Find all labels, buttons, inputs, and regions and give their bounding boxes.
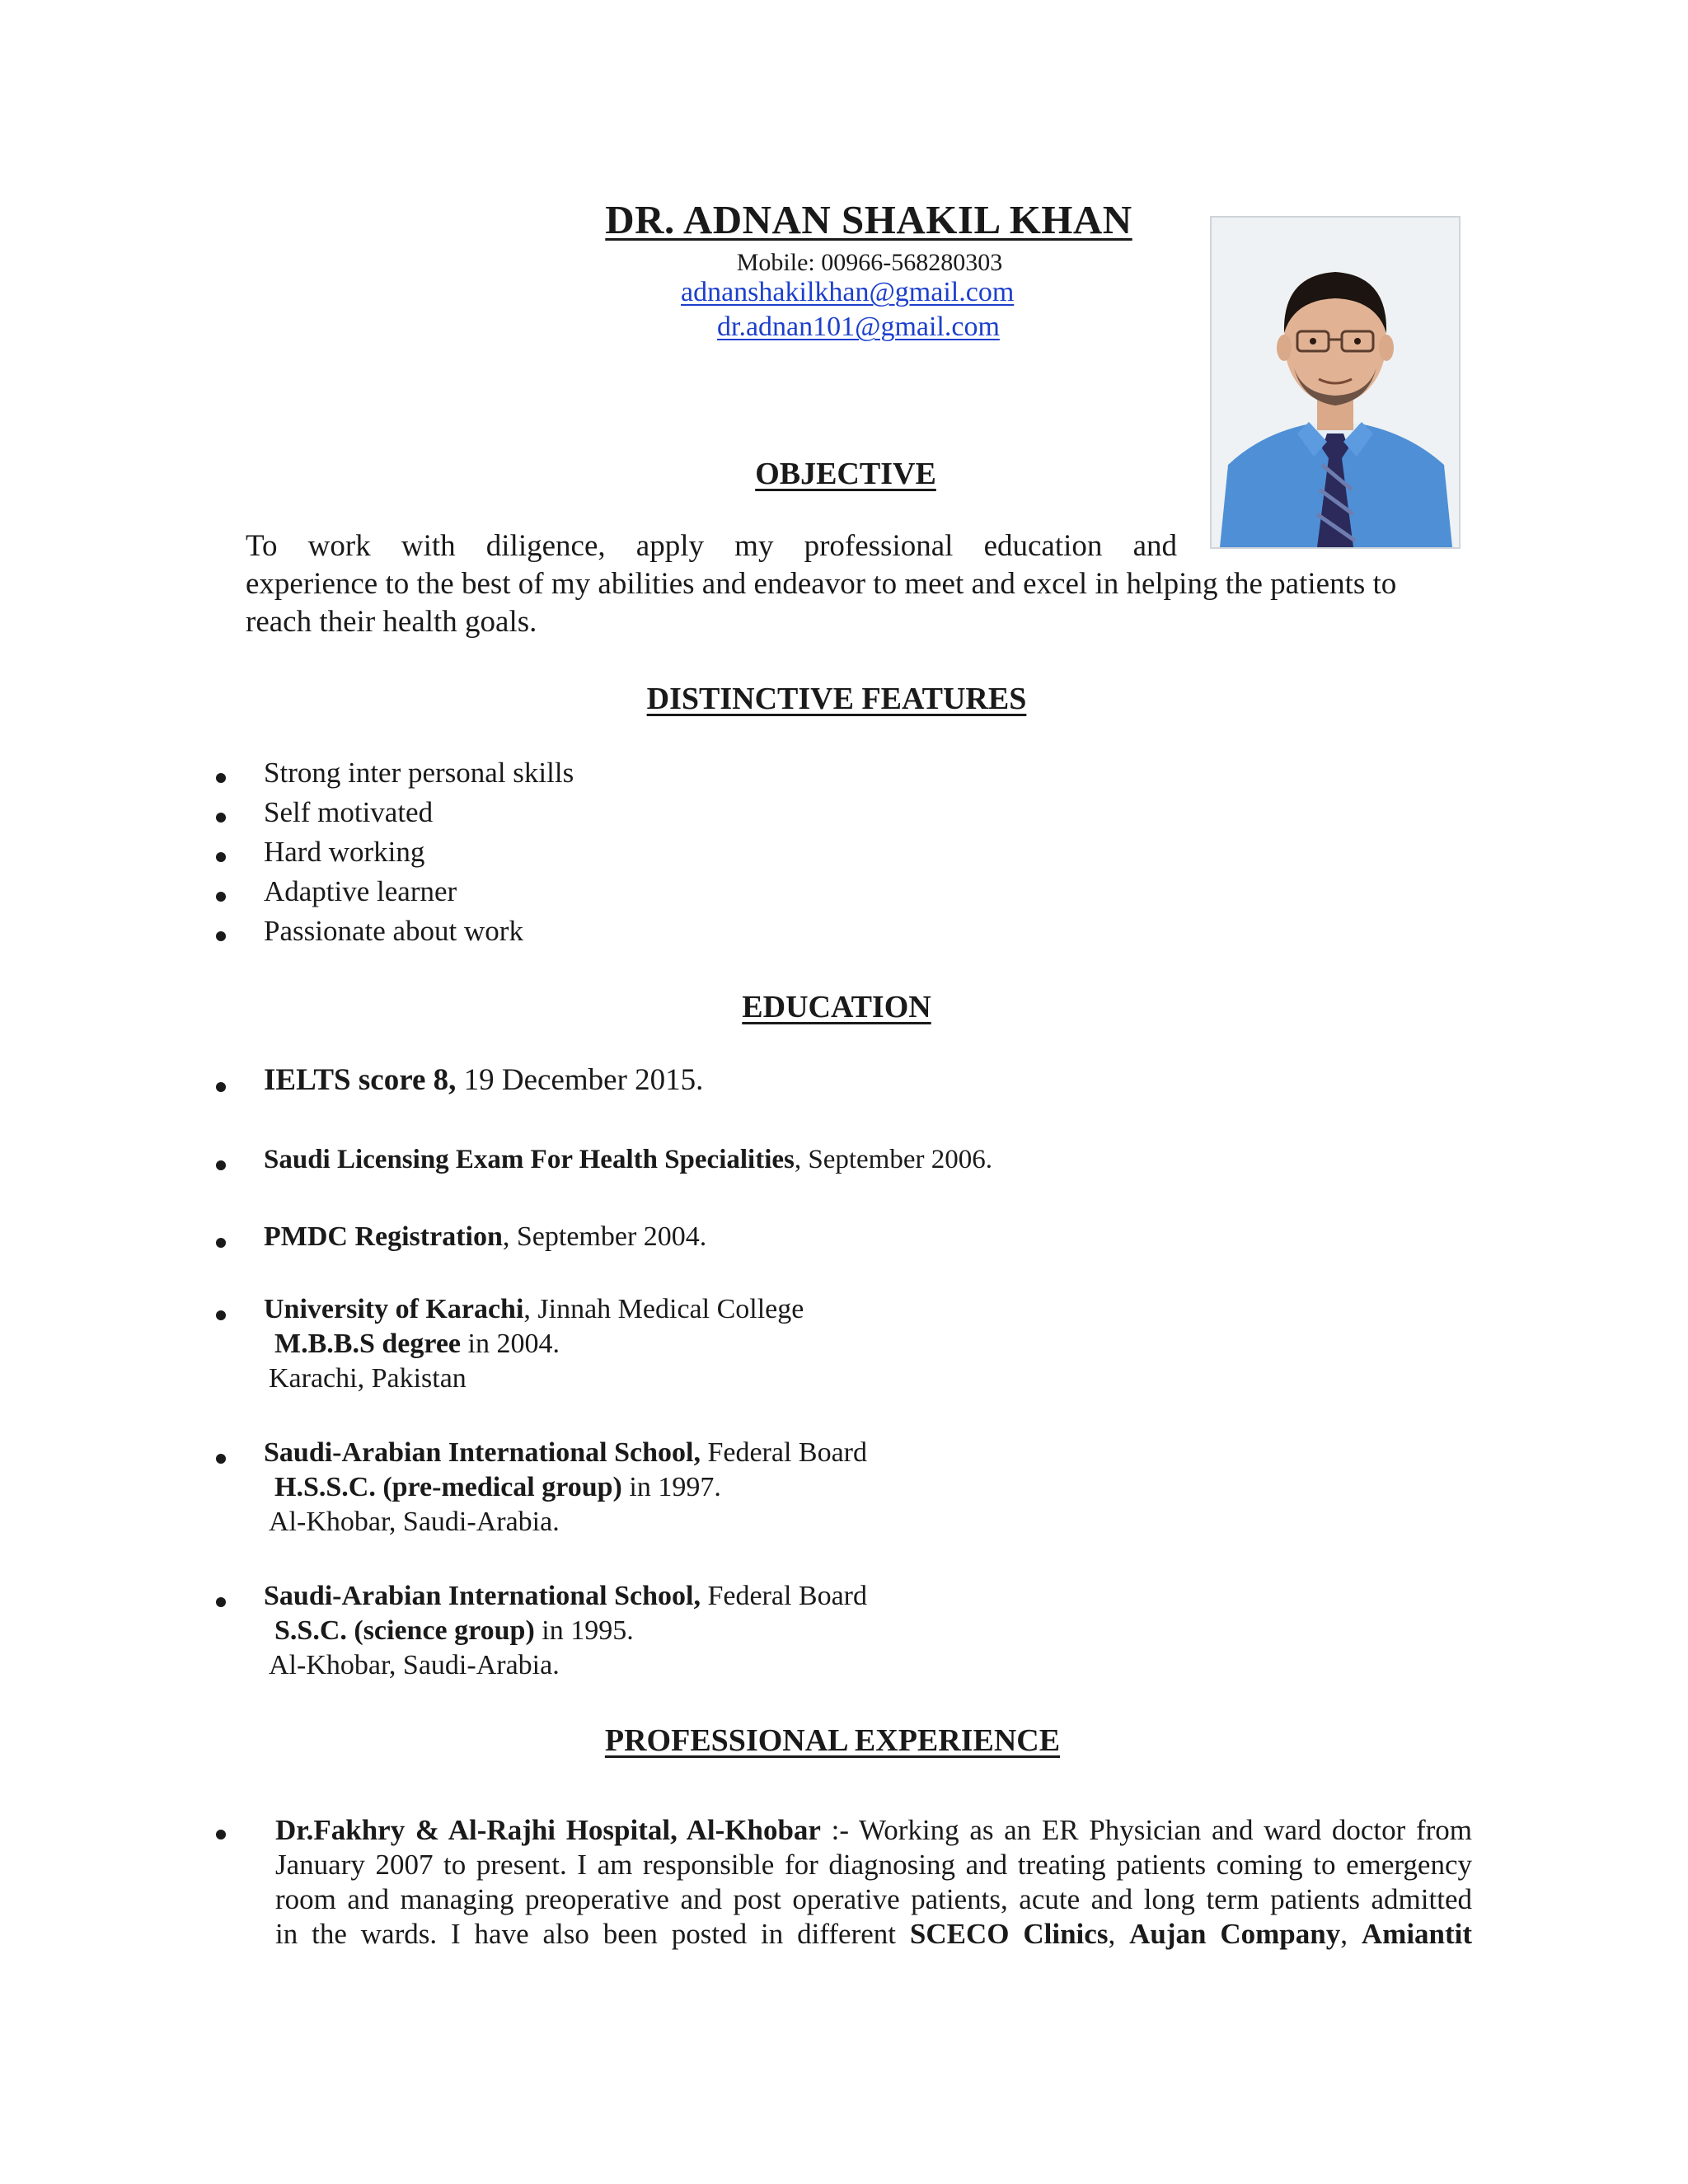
objective-line: experience to the best of my abilities and endeavor to meet and excel in helping the patients to xyxy=(246,567,1397,601)
bullet-icon xyxy=(216,931,226,941)
ssc-year: in 1995. xyxy=(534,1615,634,1646)
education-item-ssc xyxy=(264,1579,867,1683)
experience-text: :- Working as an ER Physician and ward doctor from xyxy=(820,1814,1472,1846)
separator: , xyxy=(1340,1918,1362,1950)
school-name: Saudi-Arabian International School, xyxy=(264,1581,701,1611)
bullet-icon xyxy=(216,773,226,783)
school-location: Al-Khobar, Saudi-Arabia. xyxy=(269,1650,560,1680)
separator: , xyxy=(1108,1918,1130,1950)
ielts-date: 19 December 2015. xyxy=(456,1063,704,1097)
pmdc-date: , September 2004. xyxy=(502,1221,707,1252)
education-item-university xyxy=(264,1292,804,1396)
school-location: Al-Khobar, Saudi-Arabia. xyxy=(269,1507,560,1537)
experience-item xyxy=(275,1813,1472,1952)
sceco-clinics: SCECO Clinics xyxy=(909,1918,1109,1950)
college-name: , Jinnah Medical College xyxy=(523,1294,804,1324)
feature-item: Adaptive learner xyxy=(264,875,457,907)
feature-item: Passionate about work xyxy=(264,915,523,947)
objective-line: reach their health goals. xyxy=(246,605,537,639)
amiantit: Amiantit xyxy=(1361,1918,1473,1950)
school-board: Federal Board xyxy=(700,1437,867,1468)
bullet-icon xyxy=(216,1082,226,1092)
candidate-name: DR. ADNAN SHAKIL KHAN xyxy=(605,197,1132,242)
experience-text: in the wards. I have also been posted in different xyxy=(275,1918,910,1950)
feature-item: Self motivated xyxy=(264,796,434,828)
ielts-label: IELTS score 8, xyxy=(264,1063,457,1097)
bullet-icon xyxy=(216,892,226,902)
email-link-secondary[interactable]: dr.adnan101@gmail.com xyxy=(717,312,1000,342)
education-item-pmdc xyxy=(264,1220,706,1254)
features-heading: DISTINCTIVE FEATURES xyxy=(646,682,1027,716)
education-heading: EDUCATION xyxy=(742,990,931,1024)
bullet-icon xyxy=(216,1238,226,1248)
hssc-label: H.S.S.C. (pre-medical group) xyxy=(274,1472,622,1502)
school-board: Federal Board xyxy=(700,1581,867,1611)
experience-heading: PROFESSIONAL EXPERIENCE xyxy=(604,1723,1061,1758)
university-location: Karachi, Pakistan xyxy=(269,1363,467,1394)
mobile-number: Mobile: 00966-568280303 xyxy=(736,249,1003,276)
education-item-hssc xyxy=(264,1436,867,1540)
bullet-icon xyxy=(216,813,226,823)
hospital-name: Dr.Fakhry & Al-Rajhi Hospital, Al-Khobar xyxy=(275,1814,821,1846)
education-item-saudi-exam xyxy=(264,1142,992,1177)
bullet-icon xyxy=(216,1454,226,1464)
university-name: University of Karachi xyxy=(264,1294,524,1324)
bullet-icon xyxy=(216,1597,226,1607)
pmdc-label: PMDC Registration xyxy=(264,1221,503,1252)
email-link-primary[interactable]: adnanshakilkhan@gmail.com xyxy=(681,277,1015,307)
saudi-exam-date: , September 2006. xyxy=(794,1145,992,1174)
objective-heading: OBJECTIVE xyxy=(755,457,936,491)
school-name: Saudi-Arabian International School, xyxy=(264,1437,701,1468)
bullet-icon xyxy=(216,1310,226,1320)
objective-paragraph xyxy=(246,527,1469,641)
saudi-exam-label: Saudi Licensing Exam For Health Specialities xyxy=(264,1145,795,1174)
hssc-year: in 1997. xyxy=(621,1472,721,1502)
bullet-icon xyxy=(216,852,226,862)
bullet-icon xyxy=(216,1160,226,1170)
profile-photo xyxy=(1210,216,1461,549)
education-item-ielts xyxy=(264,1063,703,1099)
degree-year: in 2004. xyxy=(461,1329,560,1359)
experience-text: January 2007 to present. I am responsible for diagnosing and treating patients coming to emergency xyxy=(275,1849,1472,1881)
objective-line: To work with diligence, apply my professional education and xyxy=(246,529,1177,563)
feature-item: Strong inter personal skills xyxy=(264,757,574,789)
feature-item: Hard working xyxy=(264,836,425,868)
ssc-label: S.S.C. (science group) xyxy=(274,1615,535,1646)
experience-text: room and managing preoperative and post operative patients, acute and long term patients admitted xyxy=(275,1883,1472,1915)
aujan-company: Aujan Company xyxy=(1129,1918,1341,1950)
degree-label: M.B.B.S degree xyxy=(274,1329,462,1359)
bullet-icon xyxy=(216,1830,226,1840)
